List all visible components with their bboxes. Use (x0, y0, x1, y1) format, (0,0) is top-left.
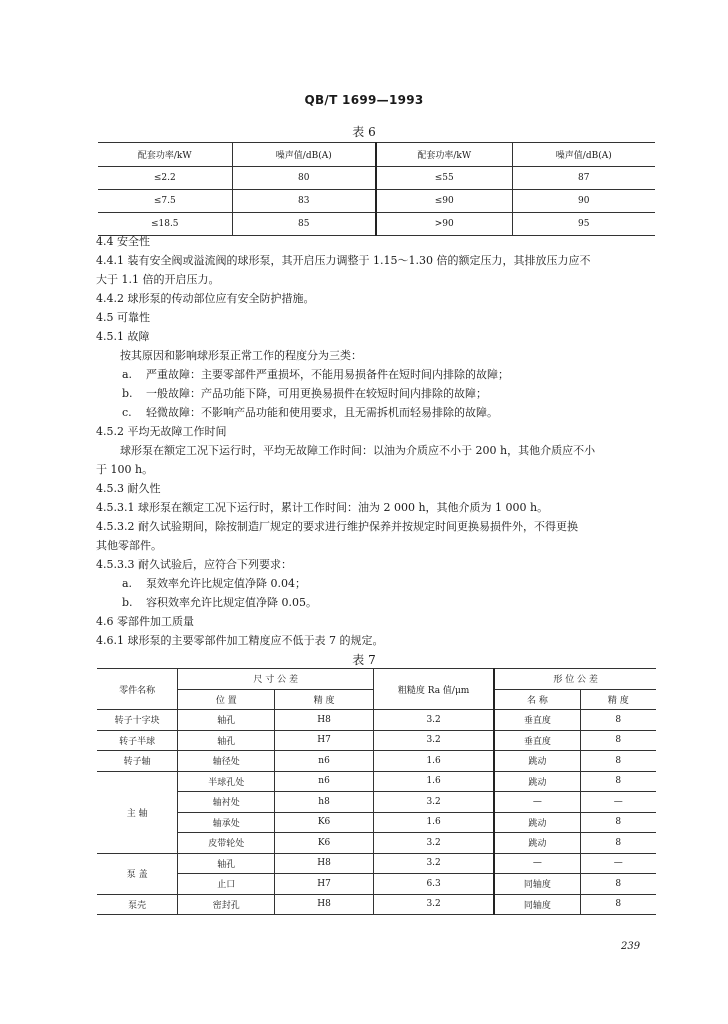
section-heading: 4.5.3 耐久性 (96, 482, 161, 495)
table-cell: 3.2 (373, 833, 494, 854)
section-heading: 4.6 零部件加工质量 (96, 615, 194, 628)
section-heading: 4.5.1 故障 (96, 330, 150, 343)
table-cell: 跳动 (494, 751, 580, 772)
table-header-row (97, 669, 656, 690)
table-cell: ≤18.5 (98, 213, 232, 236)
table-cell: — (494, 792, 580, 813)
table-cell: — (580, 792, 656, 813)
table-header-cell: 形 位 公 差 (494, 669, 656, 690)
table-row (97, 853, 656, 874)
table-cell: K6 (275, 833, 374, 854)
table-cell: 80 (232, 167, 376, 190)
section-heading: 4.4 安全性 (96, 235, 150, 248)
table-cell: 轴孔 (178, 853, 275, 874)
section-heading: 4.5.2 平均无故障工作时间 (96, 425, 227, 438)
table-cell: H7 (275, 874, 374, 895)
paragraph-line: 其他零部件。 (96, 539, 162, 552)
list-marker: b. (122, 596, 133, 609)
table-cell: 1.6 (373, 771, 494, 792)
table-cell: 8 (580, 710, 656, 731)
table-row (98, 190, 655, 213)
paragraph-line: 4.6.1 球形泵的主要零部件加工精度应不低于表 7 的规定。 (96, 634, 384, 647)
noise-table (98, 142, 655, 236)
table-cell: H8 (275, 710, 374, 731)
table-cell: n6 (275, 751, 374, 772)
table-row (97, 751, 656, 772)
table-cell: 3.2 (373, 792, 494, 813)
table-cell: 8 (580, 771, 656, 792)
table-header-row (98, 143, 655, 167)
table-header-cell: 配套功率/kW (376, 143, 512, 167)
table-header-cell: 精 度 (275, 689, 374, 710)
table-header-cell: 粗糙度 Ra 值/μm (373, 669, 494, 710)
table-cell: 1.6 (373, 751, 494, 772)
table-cell: 87 (512, 167, 655, 190)
table-cell: 泵壳 (97, 894, 178, 915)
list-marker: b. (122, 387, 133, 400)
table-cell: 转子轴 (97, 751, 178, 772)
table-cell: >90 (376, 213, 512, 236)
table-cell: H8 (275, 894, 374, 915)
table-cell: ≤55 (376, 167, 512, 190)
table-cell: 95 (512, 213, 655, 236)
table-cell: 90 (512, 190, 655, 213)
table-cell: 皮带轮处 (178, 833, 275, 854)
table-cell: 3.2 (373, 710, 494, 731)
table-cell: 轴承处 (178, 812, 275, 833)
table-cell: 8 (580, 874, 656, 895)
table-cell: 轴衬处 (178, 792, 275, 813)
list-item: 泵效率允许比规定值净降 0.04； (146, 577, 306, 590)
table-row (97, 771, 656, 792)
paragraph-line: 4.4.1 装有安全阀或溢流阀的球形泵，其开启压力调整于 1.15～1.30 倍的额定压力，其排放压力应不 (96, 254, 591, 267)
table-cell: ≤90 (376, 190, 512, 213)
table-cell: 8 (580, 894, 656, 915)
page-number: 239 (621, 941, 641, 952)
table-header-cell: 噪声值/dB(A) (232, 143, 376, 167)
table-row (97, 833, 656, 854)
table-cell: 轴径处 (178, 751, 275, 772)
list-item: 一般故障：产品功能下降，可用更换易损件在较短时间内排除的故障； (146, 387, 487, 400)
table-cell: 8 (580, 730, 656, 751)
table-row (97, 874, 656, 895)
section-heading: 4.5 可靠性 (96, 311, 150, 324)
paragraph-line: 球形泵在额定工况下运行时，平均无故障工作时间：以油为介质应不小于 200 h，其他介质应不小 (120, 444, 596, 457)
paragraph-line: 于 100 h。 (96, 463, 154, 476)
table-cell: 垂直度 (494, 710, 580, 731)
table-cell: — (580, 853, 656, 874)
table-header-cell: 名 称 (494, 689, 580, 710)
paragraph-line: 4.5.3.2 耐久试验期间，除按制造厂规定的要求进行维护保养并按规定时间更换易损件外，不得更换 (96, 520, 578, 533)
table6-caption: 表 6 (352, 125, 376, 139)
table-cell: 跳动 (494, 812, 580, 833)
table-cell: H8 (275, 853, 374, 874)
machining-precision-table (97, 668, 656, 915)
table-cell: 跳动 (494, 833, 580, 854)
table-row (98, 213, 655, 236)
table-cell: 转子半球 (97, 730, 178, 751)
table-cell: ≤7.5 (98, 190, 232, 213)
table-cell: 83 (232, 190, 376, 213)
paragraph-line: 4.5.3.3 耐久试验后，应符合下列要求： (96, 558, 292, 571)
table-cell: 同轴度 (494, 874, 580, 895)
table-header-cell: 位 置 (178, 689, 275, 710)
table-row (97, 894, 656, 915)
paragraph-line: 4.5.3.1 球形泵在额定工况下运行时，累计工作时间：油为 2 000 h，其他介质为 1 000 h。 (96, 501, 549, 514)
table-cell: 止口 (178, 874, 275, 895)
table-row (97, 792, 656, 813)
table-cell: 3.2 (373, 730, 494, 751)
table-cell: 6.3 (373, 874, 494, 895)
table-cell: 密封孔 (178, 894, 275, 915)
table-row (97, 812, 656, 833)
table-cell: ≤2.2 (98, 167, 232, 190)
table7-caption: 表 7 (352, 653, 376, 667)
table-header-cell: 配套功率/kW (98, 143, 232, 167)
table-cell: 垂直度 (494, 730, 580, 751)
list-marker: c. (122, 406, 132, 419)
table-cell: 跳动 (494, 771, 580, 792)
table-cell: H7 (275, 730, 374, 751)
list-item: 严重故障：主要零部件严重损坏，不能用易损备件在短时间内排除的故障； (146, 368, 509, 381)
list-item: 容积效率允许比规定值净降 0.05。 (146, 596, 317, 609)
table-row (97, 730, 656, 751)
table-cell: 轴孔 (178, 730, 275, 751)
table-cell: 3.2 (373, 853, 494, 874)
table-cell: 8 (580, 751, 656, 772)
table-cell: 同轴度 (494, 894, 580, 915)
paragraph-line: 4.4.2 球形泵的传动部位应有安全防护措施。 (96, 292, 315, 305)
table-cell: 85 (232, 213, 376, 236)
table-header-cell: 零件名称 (97, 669, 178, 710)
table-cell: h8 (275, 792, 374, 813)
table-cell: 泵 盖 (97, 853, 178, 894)
document-header: QB/T 1699—1993 (304, 93, 424, 107)
paragraph-line: 大于 1.1 倍的开启压力。 (96, 273, 220, 286)
table-row (98, 167, 655, 190)
list-item: 轻微故障：不影响产品功能和使用要求，且无需拆机而轻易排除的故障。 (146, 406, 498, 419)
table-cell: 8 (580, 833, 656, 854)
table-header-cell: 精 度 (580, 689, 656, 710)
table-header-cell: 噪声值/dB(A) (512, 143, 655, 167)
table-cell: 主 轴 (97, 771, 178, 853)
paragraph-line: 按其原因和影响球形泵正常工作的程度分为三类： (120, 349, 362, 362)
table-cell: 1.6 (373, 812, 494, 833)
list-marker: a. (122, 368, 133, 381)
table-cell: 8 (580, 812, 656, 833)
table-cell: 半球孔处 (178, 771, 275, 792)
table-cell: 转子十字块 (97, 710, 178, 731)
table-cell: K6 (275, 812, 374, 833)
table-cell: 轴孔 (178, 710, 275, 731)
table-header-cell: 尺 寸 公 差 (178, 669, 374, 690)
table-row (97, 710, 656, 731)
list-marker: a. (122, 577, 133, 590)
table-cell: — (494, 853, 580, 874)
table-cell: n6 (275, 771, 374, 792)
table-cell: 3.2 (373, 894, 494, 915)
